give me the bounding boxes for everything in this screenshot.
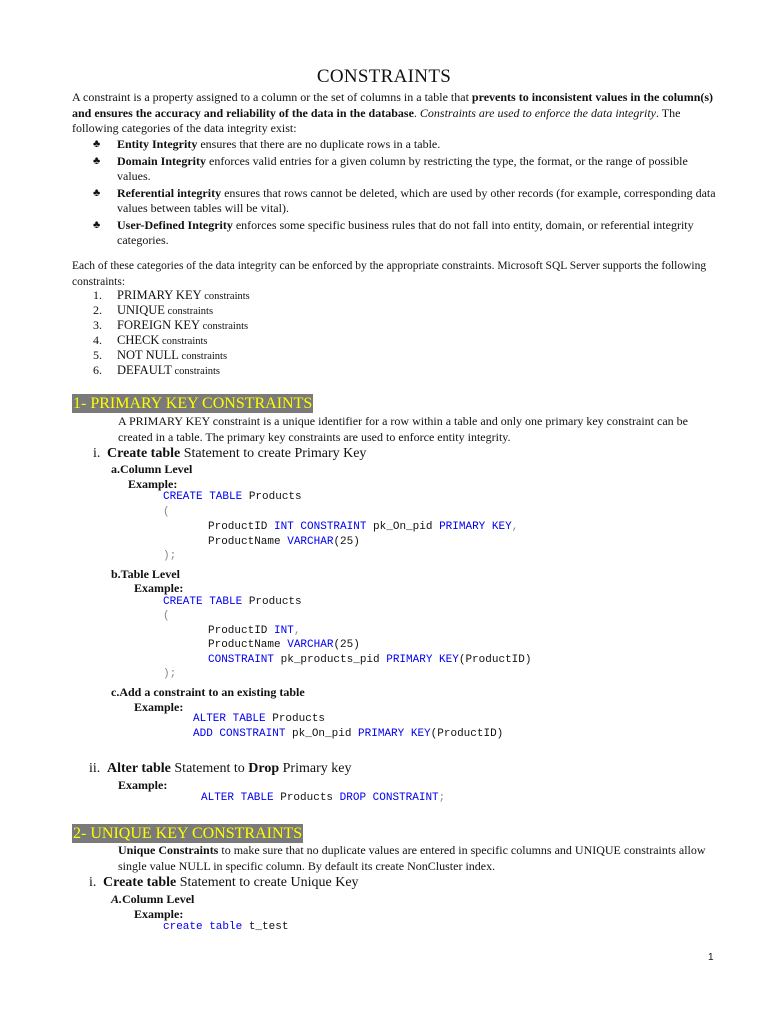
page-title: CONSTRAINTS: [316, 66, 452, 87]
code-line: (: [163, 610, 170, 622]
code-line: );: [163, 550, 177, 562]
list-item: 6. DEFAULT constraints: [93, 363, 220, 377]
code-line: ALTER TABLE Products: [193, 713, 326, 725]
code-line: CREATE TABLE Products: [163, 596, 302, 608]
example-label: Example:: [134, 907, 184, 921]
example-label: Example:: [134, 581, 184, 595]
list-item: ♣ Entity Integrity ensures that there are no duplicate rows in a table.: [93, 137, 441, 151]
example-label: Example:: [128, 477, 178, 491]
list-item: 4. CHECK constraints: [93, 333, 208, 347]
code-line: CREATE TABLE Products: [163, 491, 302, 503]
pk-column-level-heading: a.Column Level: [111, 462, 193, 476]
code-line: create table t_test: [163, 921, 289, 933]
section-heading-primary-key: 1- PRIMARY KEY CONSTRAINTS: [73, 395, 313, 412]
code-line: );: [163, 668, 177, 680]
supports-paragraph: Each of these categories of the data integrity can be enforced by the appropriate constraints. Microsoft SQL Server supports the following constraints:: [72, 260, 707, 288]
code-line: ALTER TABLE Products DROP CONSTRAINT;: [201, 792, 446, 804]
code-line: (: [163, 506, 170, 518]
list-item: ♣ Referential integrity ensures that rows cannot be deleted, which are used by other records (for example, corresponding data values between tables will be vital).: [93, 185, 716, 215]
primary-key-description: A PRIMARY KEY constraint is a unique identifier for a row within a table and only one primary key constraint can be created in a table. The primary key constraints are used to enforce entity integrity.: [118, 414, 688, 444]
constraint-types-list: [93, 288, 250, 378]
pk-existing-table-heading: c.Add a constraint to an existing table: [111, 685, 305, 699]
code-line: ProductName VARCHAR(25): [208, 536, 360, 548]
code-line: ADD CONSTRAINT pk_On_pid PRIMARY KEY(ProductID): [193, 728, 504, 740]
uq-column-level-heading: A.Column Level: [111, 892, 195, 906]
list-item: 1. PRIMARY KEY constraints: [93, 288, 250, 302]
list-item: ♣ Domain Integrity enforces valid entries for a given column by restricting the type, the format, or the range of possible values.: [93, 153, 688, 183]
list-item: 3. FOREIGN KEY constraints: [93, 318, 249, 332]
intro-paragraph: A constraint is a property assigned to a column or the set of columns in a table that prevents to inconsistent values in the column(s) and ensures the accuracy and reliability of the data in the database. Constraints are used to enforce the data integrity. The following categories of the data integrity exist:: [72, 90, 714, 135]
uq-create-heading: i. Create table Statement to create Unique Key: [89, 875, 359, 890]
code-line: ProductID INT,: [208, 625, 301, 637]
club-bullet-icon: ♣: [93, 218, 101, 231]
pk-alter-drop-heading: ii. Alter table Statement to Drop Primary key: [89, 761, 352, 776]
example-label: Example:: [118, 778, 168, 792]
integrity-categories-list: [93, 137, 723, 249]
example-label: Example:: [134, 700, 184, 714]
list-item: ♣ User-Defined Integrity enforces some specific business rules that do not fall into entity, domain, or referential integrity categories.: [93, 217, 694, 247]
list-item: 2. UNIQUE constraints: [93, 303, 214, 317]
club-bullet-icon: ♣: [93, 138, 101, 150]
list-item: 5. NOT NULL constraints: [93, 348, 228, 362]
pk-table-level-heading: b.Table Level: [111, 567, 180, 581]
section-heading-unique-key: 2- UNIQUE KEY CONSTRAINTS: [73, 825, 303, 842]
code-line: ProductName VARCHAR(25): [208, 639, 360, 651]
page-number: 1: [708, 952, 714, 963]
club-bullet-icon: ♣: [93, 154, 101, 167]
code-line: ProductID INT CONSTRAINT pk_On_pid PRIMARY KEY,: [208, 521, 519, 533]
unique-key-description: Unique Constraints to make sure that no duplicate values are entered in specific columns and UNIQUE constraints allow single value NULL in specific column. By default its create NonCluster index.: [118, 843, 706, 873]
pk-create-heading: i. Create table Statement to create Primary Key: [93, 446, 367, 461]
code-line: CONSTRAINT pk_products_pid PRIMARY KEY(ProductID): [208, 654, 532, 666]
club-bullet-icon: ♣: [93, 186, 101, 199]
